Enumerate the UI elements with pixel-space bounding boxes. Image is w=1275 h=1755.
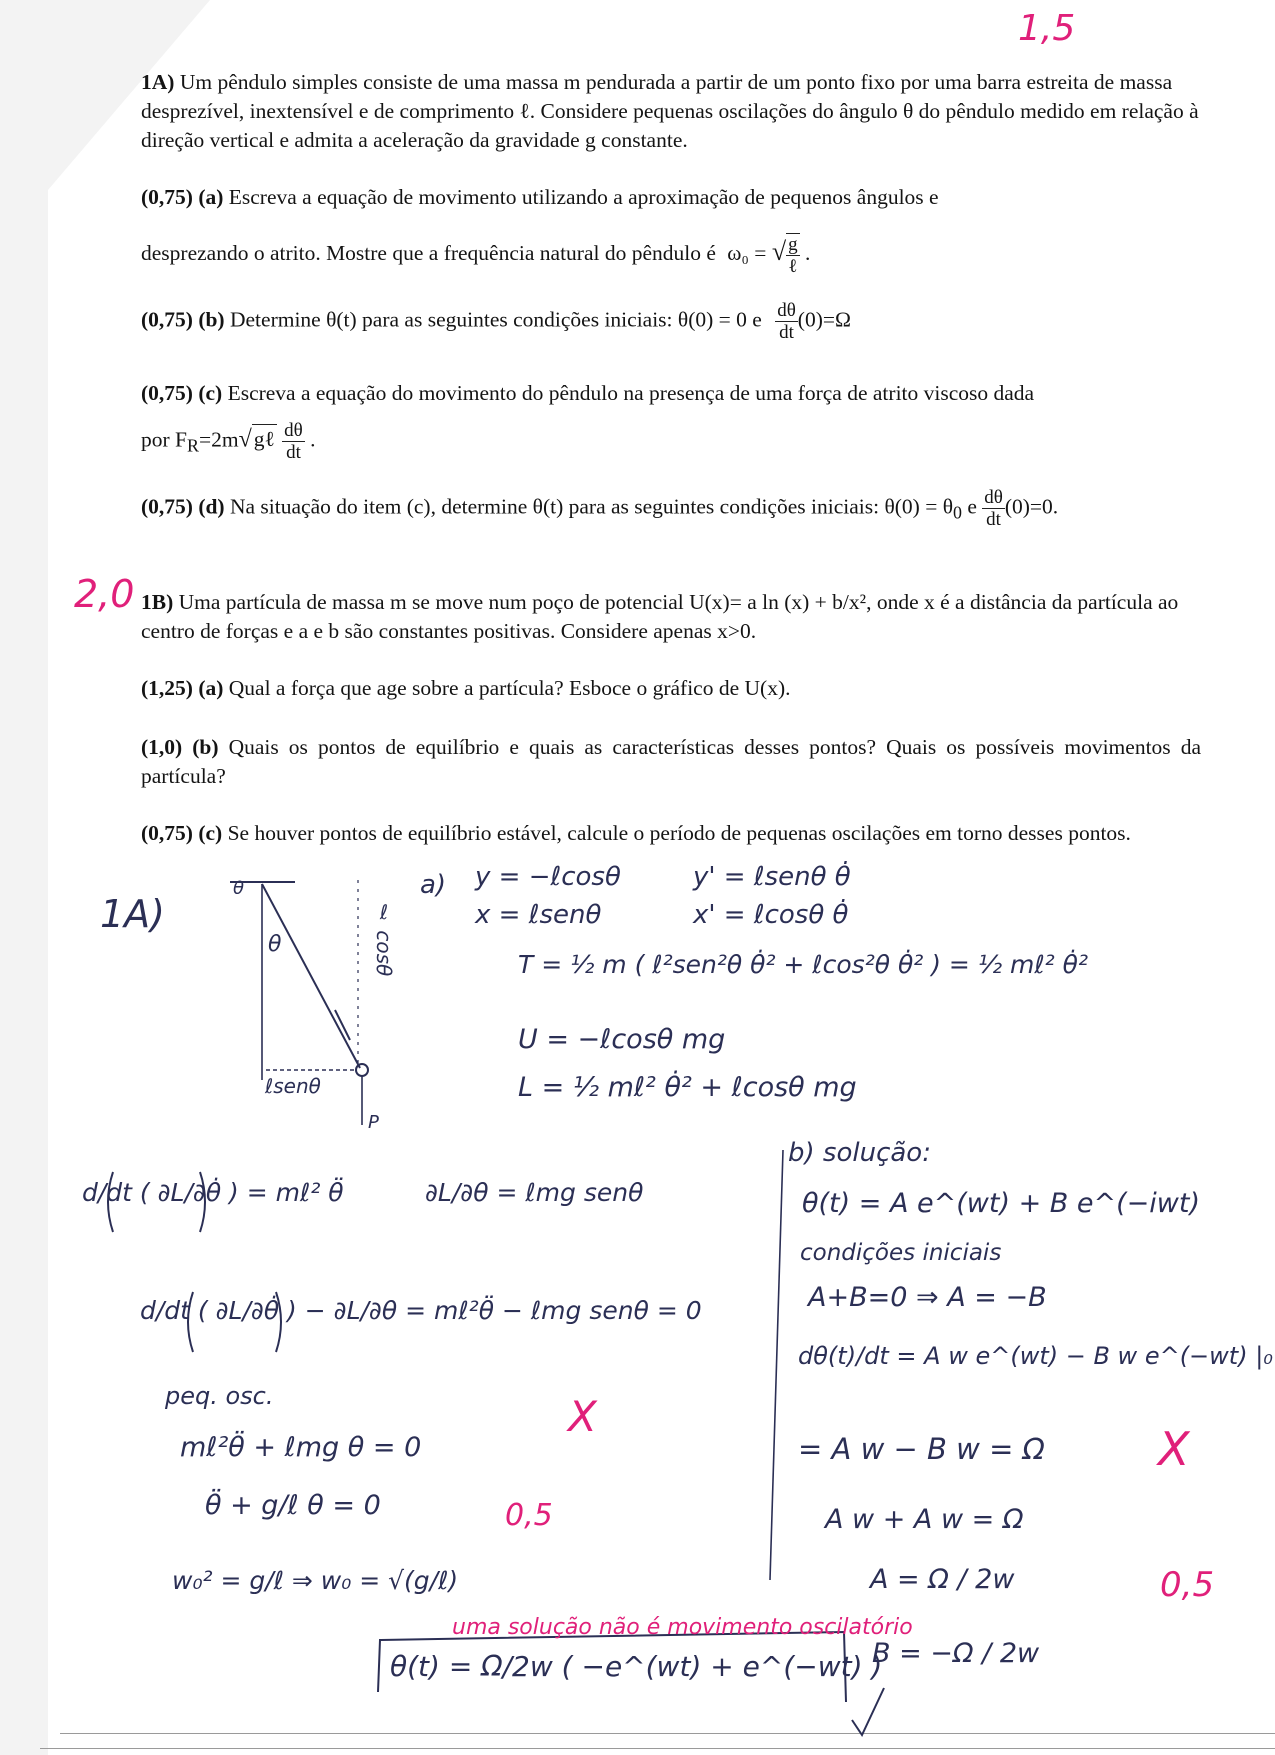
- euler-lagrange-eq: d/dt ( ∂L/∂θ̇ ) − ∂L/∂θ = mℓ²θ̈ − ℓmg senθ = 0: [140, 1296, 702, 1325]
- item-1b-c-text: Se houver pontos de equilíbrio estável, calcule o período de pequenas oscilações em torno desses pontos.: [227, 821, 1131, 845]
- grade-q1b-total: 2,0: [74, 572, 135, 616]
- item-b-deriv-num: dθ: [777, 300, 796, 321]
- item-c-text: Escreva a equação do movimento do pêndulo na presença de uma força de atrito viscoso dada: [227, 381, 1035, 405]
- problem-1a-label: 1A): [141, 70, 175, 94]
- x-dot-equation: x' = ℓcosθ θ̇: [693, 900, 849, 930]
- cross-mark-a: X: [568, 1392, 597, 1441]
- dL-dthetadot: d/dt ( ∂L/∂θ̇ ) = mℓ² θ̈: [82, 1178, 344, 1207]
- omega0-num: g: [788, 234, 798, 255]
- kinetic-energy-eq: T = ½ m ( ℓ²sen²θ θ̇² + ℓcos²θ θ̇² ) = ½ mℓ² θ̇²: [518, 950, 1088, 979]
- problem-1a-item-c-line2: por $F_R=2m√g\ell$ $\frac{d\theta}{dt}$ .: [141, 420, 316, 463]
- part-a-label: a): [420, 870, 447, 900]
- pendulum-rod: [262, 884, 360, 1068]
- item-1b-c-points: (0,75) (c): [141, 821, 223, 845]
- pendulum-bottom-label: ℓsenθ: [265, 1074, 321, 1098]
- item-d-deriv-num: dθ: [984, 487, 1003, 508]
- dL-dtheta: ∂L/∂θ = ℓmg senθ: [425, 1178, 644, 1207]
- pendulum-mass: [356, 1064, 368, 1076]
- equation-of-motion-1: mℓ²θ̈ + ℓmg θ = 0: [180, 1432, 422, 1463]
- item-d-sub: 0: [953, 502, 962, 523]
- answer-divider: [770, 1150, 783, 1580]
- item-1b-b-points: (1,0) (b): [141, 735, 219, 759]
- item-c-force: =2m: [198, 427, 239, 452]
- equation-of-motion-2: θ̈ + g/ℓ θ = 0: [205, 1490, 381, 1521]
- final-solution: θ(t) = Ω/2w ( −e^(wt) + e^(−wt) ): [390, 1650, 883, 1683]
- potential-energy-eq: U = −ℓcosθ mg: [518, 1024, 726, 1055]
- item-1b-a-text: Qual a força que age sobre a partícula? Esboce o gráfico de U(x).: [228, 676, 791, 700]
- pendulum-theta-top: θ: [233, 878, 245, 899]
- item-1b-a-points: (1,25) (a): [141, 676, 224, 700]
- item-c-force-label: por F: [141, 427, 187, 452]
- score-part-a: 0,5: [505, 1498, 553, 1533]
- score-part-b: 0,5: [1160, 1565, 1215, 1605]
- B-value: B = −Ω / 2w: [872, 1638, 1040, 1669]
- general-solution: θ(t) = A e^(wt) + B e^(−iwt): [802, 1188, 1200, 1219]
- part-b-label: b) solução:: [788, 1138, 931, 1168]
- item-c-sub: R: [187, 435, 199, 456]
- item-c-deriv-num: dθ: [284, 420, 303, 441]
- omega0-formula: ω₀ = √ $\frac{g}{\text{ℓ}}$ .: [727, 234, 811, 277]
- grader-comment: uma solução não é movimento oscilatório: [452, 1615, 913, 1640]
- item-d-cond: (0)=0.: [1004, 494, 1059, 519]
- cross-mark-b: X: [1158, 1422, 1190, 1476]
- derivative-condition: dθ(t)/dt = A w e^(wt) − B w e^(−wt) |₀: [798, 1342, 1273, 1370]
- item-c-points: (0,75) (c): [141, 381, 223, 405]
- item-d-deriv-den: dt: [986, 509, 1001, 530]
- pendulum-side-label: ℓ cosθ: [372, 900, 396, 977]
- y-equation: y = −ℓcosθ: [475, 862, 621, 892]
- item-c-deriv-den: dt: [286, 442, 301, 463]
- omega0-den: ℓ: [788, 256, 798, 277]
- item-a-text-2: desprezando o atrito. Mostre que a frequência natural do pêndulo é: [141, 240, 716, 265]
- initial-conditions-label: condições iniciais: [800, 1240, 1002, 1266]
- item-a-points: (0,75) (a): [141, 185, 224, 209]
- natural-frequency: w₀² = g/ℓ ⇒ w₀ = √(g/ℓ): [172, 1566, 459, 1595]
- item-a-text: Escreva a equação de movimento utilizando a aproximação de pequenos ângulos e: [228, 185, 939, 209]
- equation-w: = A w − B w = Ω: [798, 1432, 1045, 1466]
- item-d-points: (0,75) (d): [141, 494, 225, 519]
- equation-w2: A w + A w = Ω: [825, 1504, 1024, 1535]
- condition-1: A+B=0 ⇒ A = −B: [808, 1282, 1047, 1313]
- item-1b-b-text: Quais os pontos de equilíbrio e quais as características desses pontos? Quais os possíveis movimentos da partícula?: [141, 735, 1201, 788]
- answer-label-1a: 1A): [100, 892, 165, 936]
- item-b-deriv-den: dt: [779, 322, 794, 343]
- problem-1a-text: Um pêndulo simples consiste de uma massa m pendurada a partir de um ponto fixo por uma barra estreita de massa desprezível, inextensível e de comprimento ℓ. Considere pequenas oscilações do ângulo θ do pêndulo medido em relação à direção vertical e admita a aceleração da gravidade g constante.: [141, 70, 1199, 152]
- grade-q1a-total: 1,5: [1018, 8, 1076, 49]
- y-dot-equation: y' = ℓsenθ θ̇: [693, 862, 851, 892]
- problem-1b-text: Uma partícula de massa m se move num poço de potencial U(x)= a ln (x) + b/x², onde x é a distância da partícula ao centro de forças e a e b são constantes positivas. Considere apenas x>0.: [141, 590, 1179, 643]
- small-oscillation-label: peq. osc.: [165, 1382, 274, 1410]
- item-d-text: Na situação do item (c), determine θ(t) para as seguintes condições iniciais: θ(0) = θ: [229, 494, 953, 519]
- omega0-lhs: ω₀ =: [727, 240, 767, 265]
- lagrangian-eq: L = ½ mℓ² θ̇² + ℓcosθ mg: [518, 1072, 857, 1103]
- pendulum-theta: θ: [268, 932, 282, 957]
- item-b-points: (0,75) (b): [141, 307, 225, 332]
- item-b-text: Determine θ(t) para as seguintes condições iniciais: θ(0) = 0 e: [229, 307, 762, 332]
- item-d-and: e: [967, 494, 977, 519]
- item-c-sqrt: gℓ: [252, 424, 277, 454]
- A-value: A = Ω / 2w: [870, 1564, 1015, 1595]
- problem-1b-label: 1B): [141, 590, 174, 614]
- pendulum-weight-label: P: [368, 1112, 379, 1133]
- x-equation: x = ℓsenθ: [475, 900, 602, 930]
- item-b-cond: (0)=Ω: [797, 307, 851, 332]
